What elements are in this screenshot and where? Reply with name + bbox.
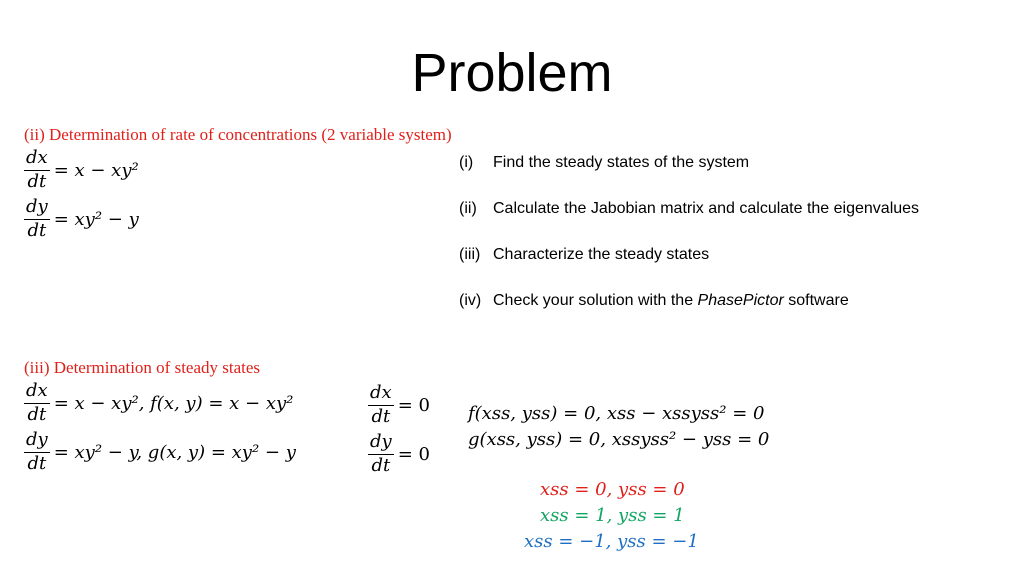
fraction-dy-dt: $\frac{dy}{dt}$ [26,196,48,241]
section-ii-heading: (ii) Determination of rate of concentrations (2 variable system) [24,125,452,144]
rate-equation-dy [24,197,139,241]
solution-2: xss = 1, yss = 1 [540,505,685,526]
page-title: Problem [411,43,613,103]
fraction-dy-dt: $\frac{dy}{dt}$ [26,429,48,474]
solution-1: xss = 0, yss = 0 [540,479,685,500]
zero-equation-dy [368,432,430,476]
fraction-dx-dt: $\frac{dx}{dt}$ [26,380,48,425]
rate-equation-dx-rhs: = x − xy² [53,159,139,181]
steady-equation-f [24,381,293,425]
rate-equation-dy-rhs: = xy² − y [53,208,139,230]
steady-equation-g-rhs: = xy² − y, g(x, y) = xy² − y [53,441,296,463]
steady-equation-g [24,430,296,474]
condition-f: f(xss, yss) = 0, xss − xssyss² = 0 [468,403,765,424]
condition-g: g(xss, yss) = 0, xssyss² − yss = 0 [468,429,770,450]
fraction-dx-dt: $\frac{dx}{dt}$ [370,382,392,427]
rate-equation-dx [24,148,139,192]
zero-equation-dx-rhs: = 0 [397,394,430,416]
task-item-iii: (iii) Characterize the steady states [459,246,710,263]
fraction-dy-dt: $\frac{dy}{dt}$ [370,431,392,476]
steady-equation-f-rhs: = x − xy², f(x, y) = x − xy² [53,392,294,414]
fraction-dx-dt: $\frac{dx}{dt}$ [26,147,48,192]
solution-3: xss = −1, yss = −1 [524,531,699,552]
task-item-iv: (iv) Check your solution with the PhasePictor software [459,292,849,309]
zero-equation-dy-rhs: = 0 [397,443,430,465]
section-iii-heading: (iii) Determination of steady states [24,358,261,377]
task-item-ii: (ii) Calculate the Jabobian matrix and calculate the eigenvalues [459,200,920,217]
zero-equation-dx [368,383,430,427]
task-item-i: (i) Find the steady states of the system [459,154,750,171]
